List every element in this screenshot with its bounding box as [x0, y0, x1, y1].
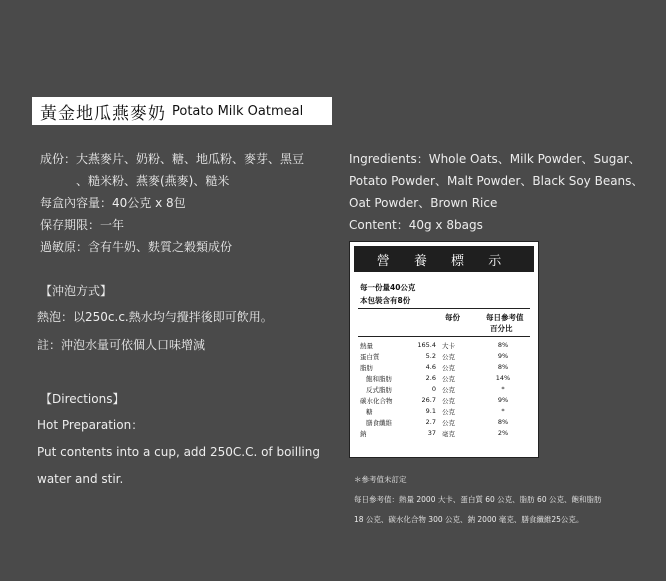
nutrient-unit: 公克	[442, 364, 455, 372]
nutrient-unit: 公克	[442, 419, 455, 427]
nutrient-name: 碳水化合物	[360, 397, 393, 405]
nutrient-value: 26.7	[421, 396, 436, 404]
nutrient-name: 膳食纖維	[366, 419, 392, 427]
nutrient-name: 反式脂肪	[366, 386, 392, 394]
nutrition-row	[360, 396, 528, 406]
nutrition-row	[360, 341, 528, 351]
serving-size: 每一份量40公克	[360, 283, 416, 292]
nutrient-value: 0	[431, 385, 436, 393]
percent-header: 百分比	[490, 324, 513, 333]
title-english: Potato Milk Oatmeal	[172, 103, 304, 119]
daily-value-header: 每日參考值	[486, 313, 524, 322]
method-header: 【沖泡方式】	[40, 284, 113, 298]
content-en: Content：40g x 8bags	[349, 218, 483, 232]
servings-per-pack: 本包裝含有8份	[360, 296, 411, 305]
nutrition-title: 營 養 標 示	[354, 246, 534, 272]
nutrient-percent: 2%	[497, 429, 509, 437]
nutrient-percent: 8%	[497, 418, 509, 426]
nutrient-value: 2.7	[425, 418, 436, 426]
nutrient-name: 蛋白質	[360, 353, 380, 361]
nutrient-name: 鈉	[360, 430, 367, 438]
divider	[358, 336, 530, 337]
nutrient-value: 2.6	[425, 374, 436, 382]
directions-line-1: Put contents into a cup, add 250C.C. of boilling	[37, 445, 320, 459]
nutrition-row	[360, 374, 528, 384]
nutrition-row	[360, 385, 528, 395]
nutrient-unit: 公克	[442, 375, 455, 383]
hot-prep-label: Hot Preparation：	[37, 418, 144, 432]
nutrition-row	[360, 429, 528, 439]
nutrient-unit: 公克	[442, 408, 455, 416]
nutrient-percent: *	[501, 385, 505, 393]
nutrition-row	[360, 407, 528, 417]
ingredients-zh: 成份：大燕麥片、奶粉、糖、地瓜粉、麥芽、黑豆	[40, 152, 305, 166]
nutrient-value: 165.4	[417, 341, 436, 349]
directions-line-2: water and stir.	[37, 472, 124, 486]
ingredients-en-3: Oat Powder、Brown Rice	[349, 196, 498, 210]
nutrient-percent: 14%	[495, 374, 511, 382]
nutrient-name: 脂肪	[360, 364, 373, 372]
ingredients-zh-cont: 、糙米粉、燕麥(燕麥)、糙米	[76, 174, 230, 188]
nutrient-unit: 毫克	[442, 430, 455, 438]
ingredients-en-1: Ingredients：Whole Oats、Milk Powder、Sugar、	[349, 152, 641, 166]
nutrition-row	[360, 363, 528, 373]
nutrient-percent: *	[501, 407, 505, 415]
daily-reference-2: 18 公克、碳水化合物 300 公克、鈉 2000 毫克、膳食纖維25公克。	[354, 515, 584, 524]
daily-reference-1: 每日參考值：熱量 2000 大卡、蛋白質 60 公克、脂肪 60 公克、飽和脂肪	[354, 495, 602, 504]
nutrient-name: 糖	[366, 408, 373, 416]
nutrient-unit: 公克	[442, 386, 455, 394]
nutrient-name: 熱量	[360, 342, 373, 350]
nutrient-name: 飽和脂肪	[366, 375, 392, 383]
nutrient-value: 4.6	[425, 363, 436, 371]
nutrient-unit: 大卡	[442, 342, 455, 350]
nutrient-value: 37	[427, 429, 436, 437]
allergen-info: 過敏原：含有牛奶、麩質之穀類成份	[40, 240, 233, 254]
note-text: 註：沖泡水量可依個人口味增減	[37, 338, 206, 352]
divider	[358, 308, 530, 309]
nutrient-percent: 8%	[497, 363, 509, 371]
contents-zh: 每盒內容量：40公克 x 8包	[40, 196, 186, 210]
method-text: 熱泡：以250c.c.熱水均勻攪拌後即可飲用。	[37, 310, 273, 324]
nutrient-value: 5.2	[425, 352, 436, 360]
nutrient-percent: 9%	[497, 396, 509, 404]
product-title	[32, 97, 332, 125]
nutrient-unit: 公克	[442, 397, 455, 405]
nutrient-percent: 8%	[497, 341, 509, 349]
footnote: ＊參考值未訂定	[354, 475, 407, 484]
directions-header: 【Directions】	[40, 392, 125, 406]
nutrient-unit: 公克	[442, 353, 455, 361]
title-chinese: 黃金地瓜燕麥奶	[40, 103, 166, 124]
ingredients-en-2: Potato Powder、Malt Powder、Black Soy Beans、	[349, 174, 644, 188]
nutrition-row	[360, 352, 528, 362]
per-serving-header: 每份	[445, 313, 460, 322]
nutrition-row	[360, 418, 528, 428]
nutrient-value: 9.1	[425, 407, 436, 415]
shelf-life: 保存期限：一年	[40, 218, 125, 232]
nutrition-label	[349, 241, 539, 458]
nutrient-percent: 9%	[497, 352, 509, 360]
